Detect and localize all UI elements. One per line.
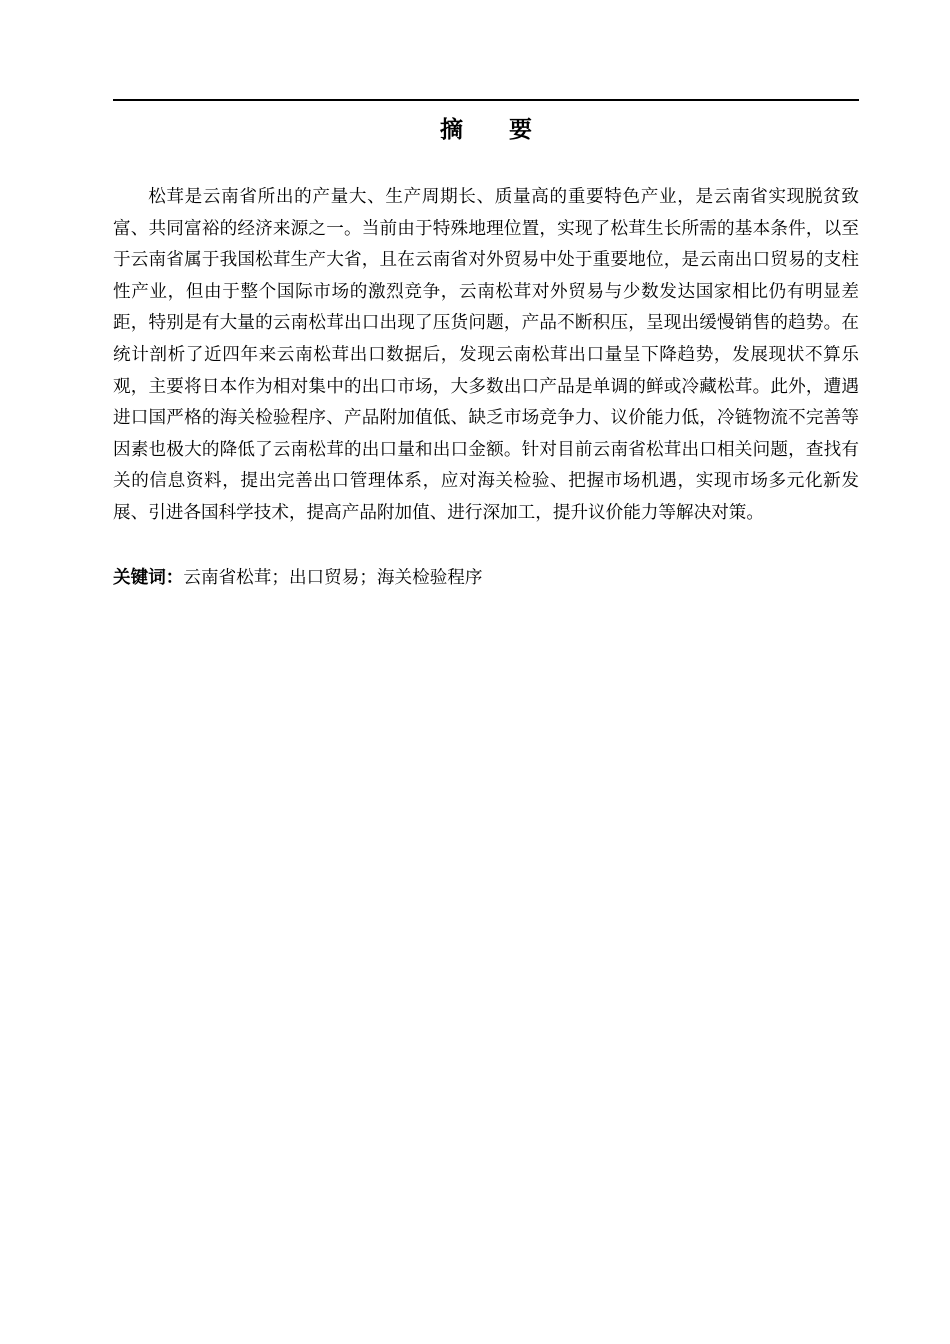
title-char-1: 摘 — [440, 117, 463, 143]
keywords-line — [113, 563, 859, 595]
abstract-paragraph: 松茸是云南省所出的产量大、生产周期长、质量高的重要特色产业，是云南省实现脱贫致富、共同富裕的经济来源之一。当前由于特殊地理位置，实现了松茸生长所需的基本条件，以至于云南省属于我国松茸生产大省，且在云南省对外贸易中处于重要地位，是云南出口贸易的支柱性产业，但由于整个国际市场的激烈竞争，云南松茸对外贸易与少数发达国家相比仍有明显差距，特别是有大量的云南松茸出口出现了压货问题，产品不断积压，呈现出缓慢销售的趋势。在统计剖析了近四年来云南松茸出口数据后，发现云南松茸出口量呈下降趋势，发展现状不算乐观，主要将日本作为相对集中的出口市场，大多数出口产品是单调的鲜或冷藏松茸。此外，遭遇进口国严格的海关检验程序、产品附加值低、缺乏市场竞争力、议价能力低，冷链物流不完善等因素也极大的降低了云南松茸的出口量和出口金额。针对目前云南省松茸出口相关问题，查找有关的信息资料，提出完善出口管理体系，应对海关检验、把握市场机遇，实现市场多元化新发展、引进各国科学技术，提高产品附加值、进行深加工，提升议价能力等解决对策。 — [113, 187, 859, 523]
document-page — [113, 0, 859, 1344]
header-rule — [113, 99, 859, 101]
keywords-label: 关键词： — [113, 568, 184, 588]
title-char-2: 要 — [509, 117, 532, 143]
keywords-items: 云南省松茸；出口贸易；海关检验程序 — [183, 568, 483, 588]
page-title — [113, 112, 859, 148]
